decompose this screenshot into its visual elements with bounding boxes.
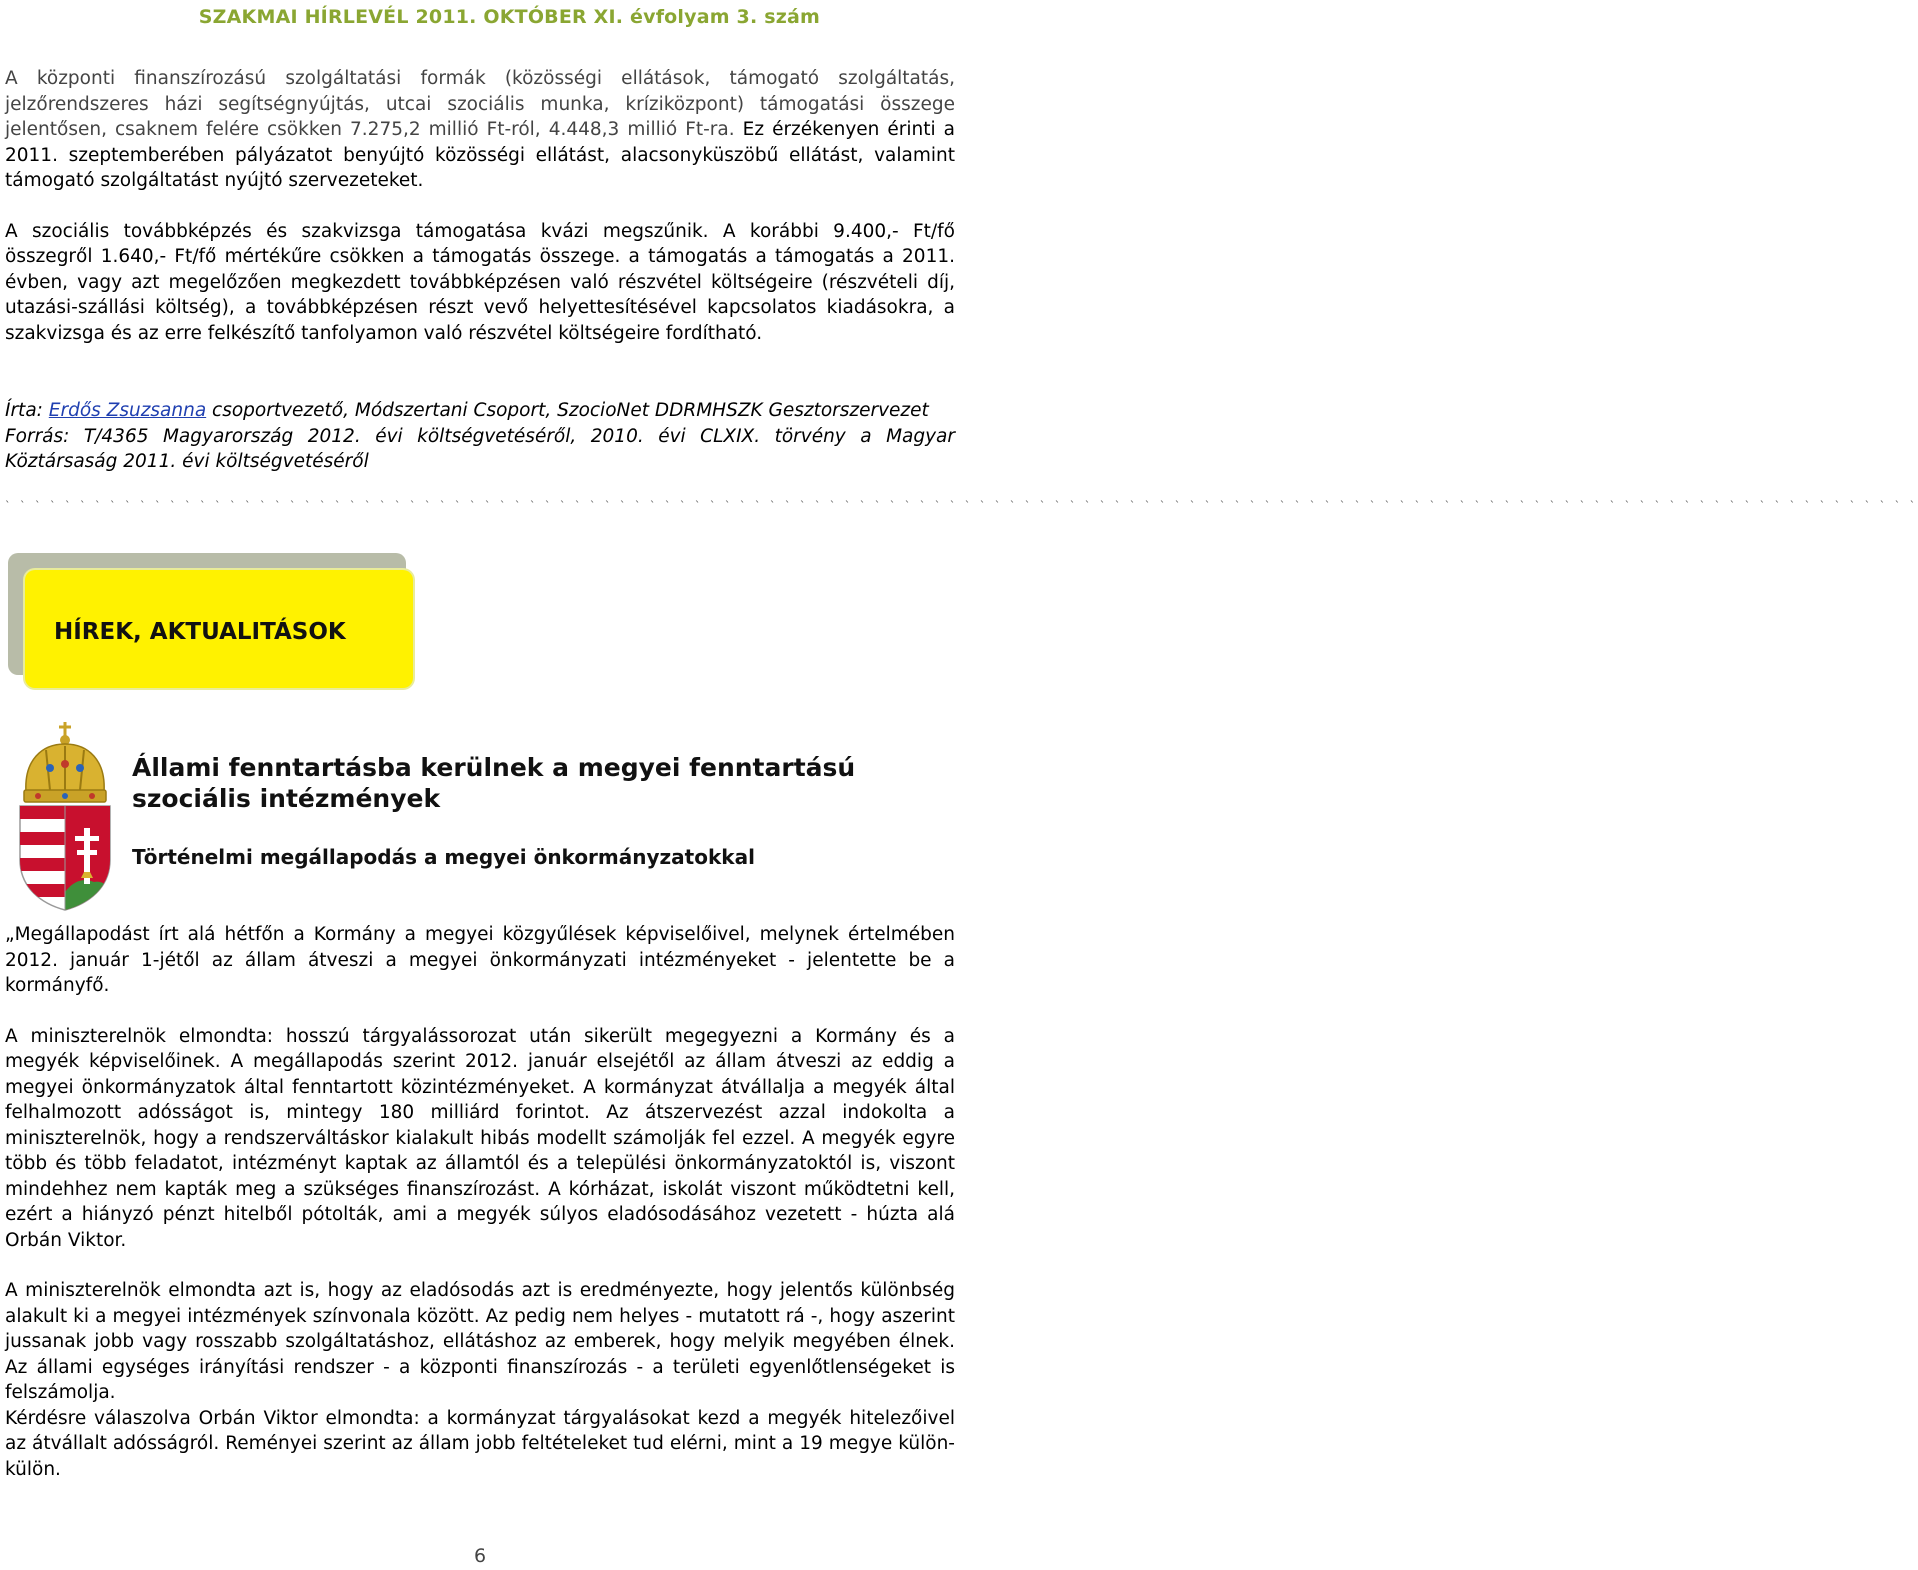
coat-of-arms-icon [14,720,116,912]
page-number: 6 [473,1545,487,1567]
author-line [5,398,955,424]
intro-paragraph-1 [5,66,955,194]
intro-p1-lead: A központi finanszírozású szolgáltatási formák (közösségi ellátások, támogató szolgáltatás, jelzőrendszeres házi segítségnyújtás, utcai szociális munka, kríziközpont) támogatási összege jelentősen, csaknem felére csökken 7.275,2 millió Ft-ról, 4.448,3 millió Ft-ra. [5,68,955,140]
article-paragraph: A miniszterelnök elmondta azt is, hogy az eladósodás azt is eredményezte, hogy jelentős különbség alakult ki a megyei intézmények színvonala között. Az pedig nem helyes - mutatott rá -, hogy aszerint jussanak jobb vagy rosszabb szolgáltatáshoz, ellátáshoz az emberek, hogy melyik megyében élnek. Az állami egységes irányítási rendszer - a központi finanszírozás - a területi egyenlőtlenségeket is felszámolja. [5,1280,955,1403]
section-title: HÍREK, AKTUALITÁSOK [54,619,346,645]
author-label: Írta: [5,400,43,421]
article-paragraph: „Megállapodást írt alá hétfőn a Kormány a megyei közgyűlések képviselőivel, melynek értelmében 2012. január 1-jétől az állam átveszi a megyei önkormányzati intézményeket - jelentette be a kormányfő. [5,924,955,996]
source-line: Forrás: T/4365 Magyarország 2012. évi költségvetéséről, 2010. évi CLXIX. törvény a Magyar Köztársaság 2011. évi költségvetéséről [5,425,955,472]
dotted-divider: ` ` ` ` ` ` ` ` ` ` ` ` ` ` ` ` ` ` ` ` ` ` ` ` ` ` ` ` ` ` ` ` ` ` ` ` ` ` ` ` ` ` ` ` ` ` ` ` ` ` ` ` ` ` ` ` ` ` ` ` ` ` ` ` ` ` ` ` ` ` ` ` ` ` ` ` ` ` ` ` ` ` ` ` ` ` ` ` ` ` ` ` ` ` ` ` ` ` ` ` ` ` ` ` ` ` ` ` ` ` ` ` ` ` ` ` ` ` ` ` ` ` ` ` ` ` ` ` [5,499,1918,512]
intro-p1-rest: Ez érzékenyen érinti a 2011. szeptemberében pályázatot benyújtó közösségi ellátást, alacsonyküszöbű ellátást, valamint támogató szolgáltatást nyújtó szervezeteket. [5,119,955,191]
author-role: csoportvezető, Módszertani Csoport, SzocioNet DDRMHSZK Gesztorszervezet [206,400,929,421]
author-link[interactable]: Erdős Zsuzsanna [48,400,207,421]
header-title: SZAKMAI HÍRLEVÉL 2011. OKTÓBER XI. évfolyam 3. szám [198,6,820,28]
article-headline: Állami fenntartásba kerülnek a megyei fenntartású szociális intézmények [132,753,856,813]
article-paragraph: A miniszterelnök elmondta: hosszú tárgyalássorozat után sikerült megegyezni a Kormány és a megyék képviselőinek. A megállapodás szerint 2012. január elsejétől az állam átveszi az eddig a megyei önkormányzatok által fenntartott közintézményeket. A kormányzat átvállalja a megyék által felhalmozott adósságot is, mintegy 180 milliárd forintot. Az átszervezést azzal indokolta a miniszterelnök, hogy a rendszerváltáskor kialakult hibás modellt számolják fel ezzel. A megyék egyre több és több feladatot, intézményt kaptak az államtól és a települési önkormányzatoktól is, viszont mindehhez nem kapták meg a szükséges finanszírozást. A kórházat, iskolát viszont működtetni kell, ezért a hiányzó pénzt hitelből pótolták, ami a megyék súlyos eladósodásához vezetett - húzta alá Orbán Viktor. [5,1025,955,1251]
intro-section [5,66,955,346]
article-body [5,922,955,1482]
article-paragraph: Kérdésre válaszolva Orbán Viktor elmondta: a kormányzat tárgyalásokat kezd a megyék hitelezőivel az átvállalt adósságról. Reményei szerint az állam jobb feltételeket tud elérni, mint a 19 megye külön-külön. [5,1407,955,1480]
newsletter-header [0,6,960,28]
credits [5,398,955,475]
intro-paragraph-2: A szociális továbbképzés és szakvizsga támogatása kvázi megszűnik. A korábbi 9.400,- Ft/fő összegről 1.640,- Ft/fő mértékűre csökken a támogatás összege. a támogatás a támogatás a 2011. évben, vagy azt megelőzően megkezdett továbbképzésen való részvétel költségeire (részvételi díj, utazási-szállási költség), a továbbképzésen részt vevő helyettesítésével kapcsolatos kiadásokra, a szakvizsga és az erre felkészítő tanfolyamon való részvétel költségeire fordítható. [5,220,955,344]
article-subheadline: Történelmi megállapodás a megyei önkormányzatokkal [132,845,755,869]
